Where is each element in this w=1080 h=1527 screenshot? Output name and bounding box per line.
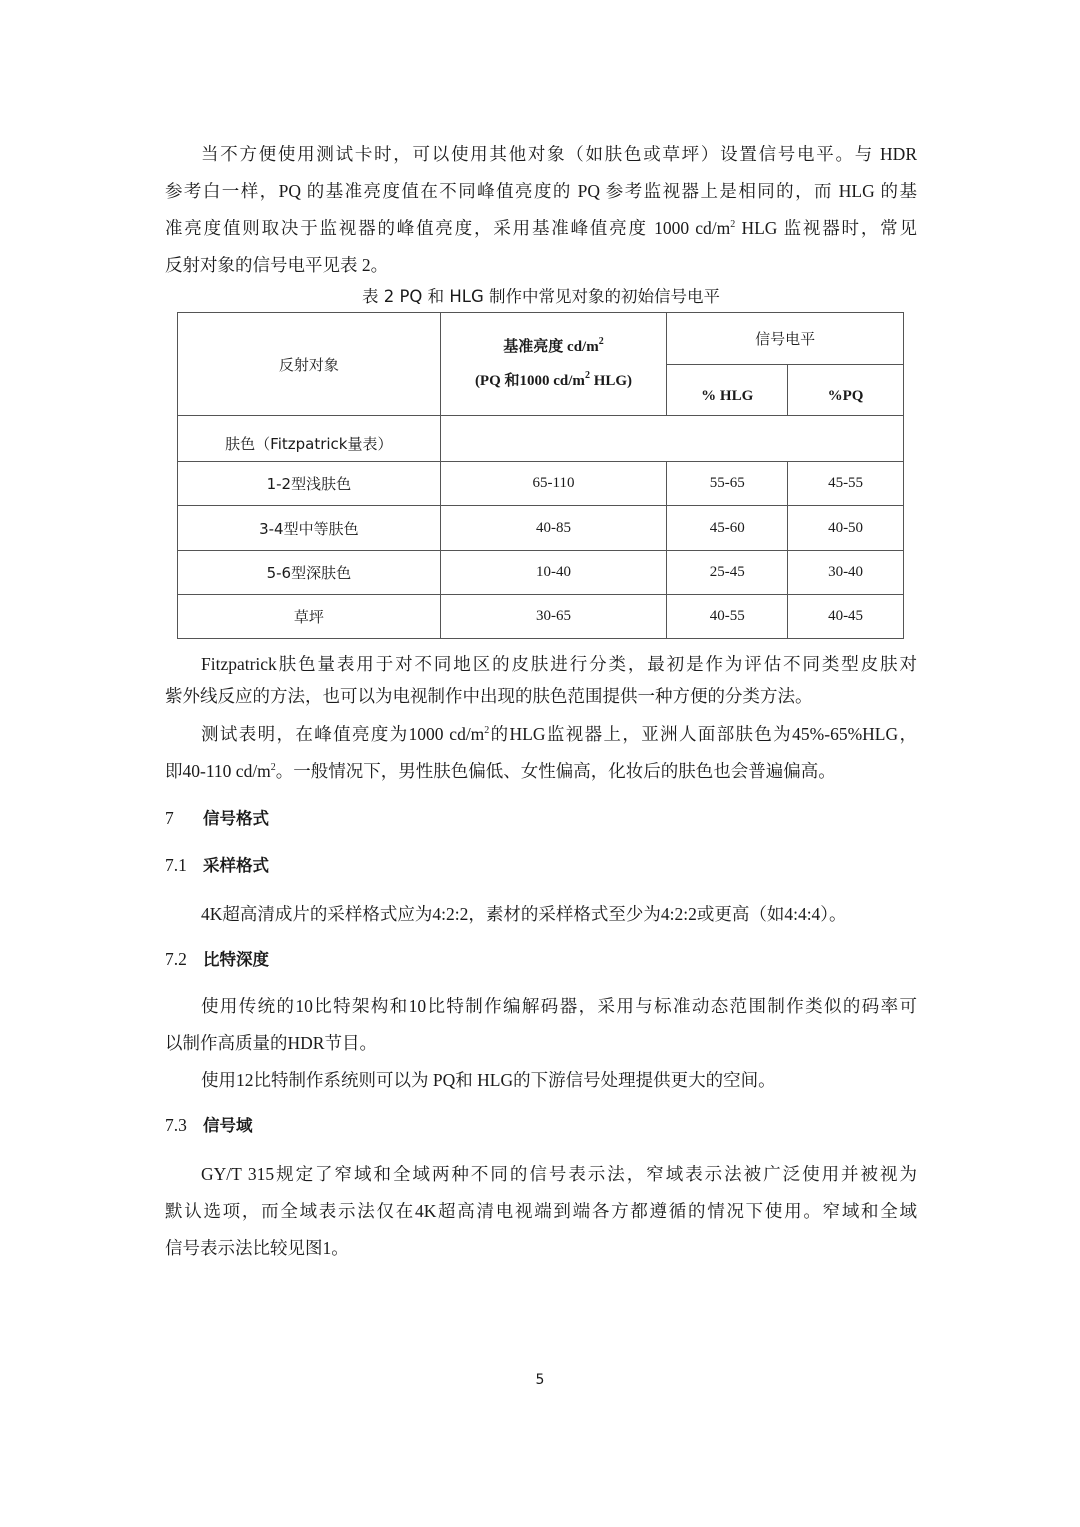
fitzpatrick-line-1: Fitzpatrick肤色量表用于对不同地区的皮肤进行分类，最初是作为评估不同类型皮肤对 xyxy=(201,654,917,674)
cell-hlg: 45-60 xyxy=(667,506,788,551)
cell-object: 3-4型中等肤色 xyxy=(178,506,441,551)
intro-line-3 xyxy=(165,210,917,247)
cell-hlg: 40-55 xyxy=(667,595,788,639)
header-text: 基准亮度 cd/m xyxy=(503,339,599,355)
intro-line-1: 当不方便使用测试卡时，可以使用其他对象（如肤色或草坪）设置信号电平。与 HDR xyxy=(201,144,917,164)
test-text: 测试表明，在峰值亮度为1000 cd/m xyxy=(201,724,485,744)
cell-pq: 40-45 xyxy=(788,595,904,639)
section-heading-7-1 xyxy=(165,850,269,881)
fitzpatrick-line-2: 紫外线反应的方法，也可以为电视制作中出现的肤色范围提供一种方便的分类方法。 xyxy=(165,686,813,706)
test-text: 。一般情况下，男性肤色偏低、女性偏高，化妆后的肤色也会普遍偏高。 xyxy=(275,761,836,781)
cell-object: 5-6型深肤色 xyxy=(178,551,441,595)
header-reflective-object: 反射对象 xyxy=(178,313,441,416)
header-percent-hlg: % HLG xyxy=(667,365,788,416)
section-number: 7.2 xyxy=(165,949,187,969)
table-row xyxy=(178,506,904,551)
test-text: 的HLG监视器上，亚洲人面部肤色为45%-65%HLG， xyxy=(489,724,917,744)
superscript: 2 xyxy=(598,336,604,347)
test-line-1 xyxy=(165,716,917,753)
cell-luminance: 40-85 xyxy=(440,506,667,551)
section-heading-7 xyxy=(165,803,269,834)
empty-cell xyxy=(440,416,903,462)
signal-domain-line-3: 信号表示法比较见图1。 xyxy=(165,1238,349,1258)
header-signal-level: 信号电平 xyxy=(667,313,904,365)
table-row xyxy=(178,595,904,639)
section-title: 比特深度 xyxy=(203,950,269,969)
cell-luminance: 65-110 xyxy=(440,462,667,506)
cell-luminance: 10-40 xyxy=(440,551,667,595)
signal-domain-line-2: 默认选项，而全域表示法仅在4K超高清电视端到端各方都遵循的情况下使用。窄域和全域 xyxy=(165,1201,917,1221)
cell-hlg: 55-65 xyxy=(667,462,788,506)
page-number: 5 xyxy=(535,1372,545,1388)
signal-domain-line-1: GY/T 315规定了窄域和全域两种不同的信号表示法，窄域表示法被广泛使用并被视为 xyxy=(201,1164,917,1184)
intro-text: HLG 监视器时，常见 xyxy=(735,218,917,238)
cell-pq: 30-40 xyxy=(788,551,904,595)
section-number: 7 xyxy=(165,808,174,828)
cell-pq: 40-50 xyxy=(788,506,904,551)
table-row xyxy=(178,551,904,595)
header-text: HLG) xyxy=(589,373,633,389)
table-caption: 表 2 PQ 和 HLG 制作中常见对象的初始信号电平 xyxy=(361,287,721,306)
section-title: 信号格式 xyxy=(203,809,269,828)
cell-pq: 45-55 xyxy=(788,462,904,506)
section-title: 采样格式 xyxy=(203,856,269,875)
sampling-format-text: 4K超高清成片的采样格式应为4:2:2，素材的采样格式至少为4:2:2或更高（如4:4:4）。 xyxy=(201,904,847,924)
bit-depth-line-1: 使用传统的10比特架构和10比特制作编解码器，采用与标准动态范围制作类似的码率可 xyxy=(201,996,917,1016)
section-number: 7.1 xyxy=(165,855,187,875)
cell-object: 1-2型浅肤色 xyxy=(178,462,441,506)
section-heading-7-2 xyxy=(165,944,269,975)
cell-object: 草坪 xyxy=(178,595,441,639)
test-line-2 xyxy=(165,753,917,790)
header-percent-pq: %PQ xyxy=(788,365,904,416)
intro-line-4: 反射对象的信号电平见表 2。 xyxy=(165,255,389,275)
superscript: 2 xyxy=(730,219,736,230)
cell-luminance: 30-65 xyxy=(440,595,667,639)
intro-line-2: 参考白一样，PQ 的基准亮度值在不同峰值亮度的 PQ 参考监视器上是相同的，而 HLG 的基 xyxy=(165,181,917,201)
signal-level-table xyxy=(177,312,904,639)
table-row xyxy=(178,462,904,506)
cell-hlg: 25-45 xyxy=(667,551,788,595)
superscript: 2 xyxy=(584,370,590,381)
section-heading-7-3 xyxy=(165,1110,253,1141)
bit-depth-line-3: 使用12比特制作系统则可以为 PQ和 HLG的下游信号处理提供更大的空间。 xyxy=(201,1070,776,1090)
superscript: 2 xyxy=(484,725,490,736)
section-row-skin-tone: 肤色（Fitzpatrick量表） xyxy=(178,416,441,462)
header-reference-luminance xyxy=(440,313,667,416)
superscript: 2 xyxy=(270,762,276,773)
test-text: 即40-110 cd/m xyxy=(165,761,271,781)
section-title: 信号域 xyxy=(203,1116,253,1135)
bit-depth-line-2: 以制作高质量的HDR节目。 xyxy=(165,1033,377,1053)
header-text: (PQ 和1000 cd/m xyxy=(474,373,585,389)
intro-text: 准亮度值则取决于监视器的峰值亮度，采用基准峰值亮度 1000 cd/m xyxy=(165,218,731,238)
section-number: 7.3 xyxy=(165,1115,187,1135)
